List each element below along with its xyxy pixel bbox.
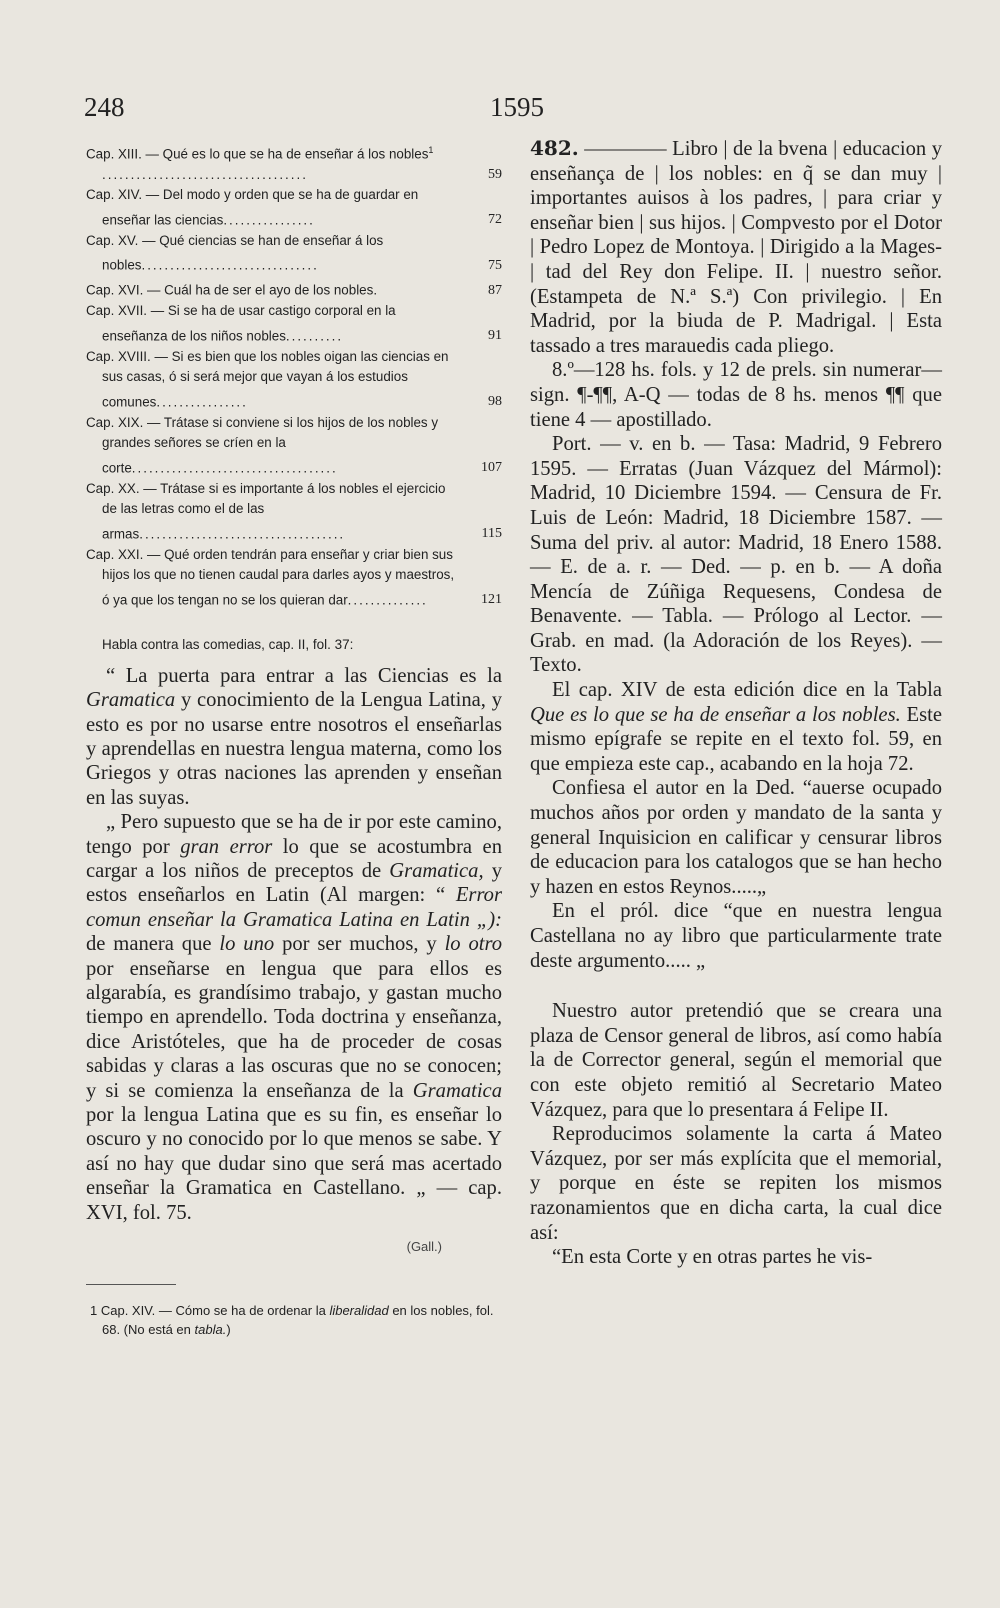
toc-entry-page: 98 [488, 394, 502, 410]
toc-entry-text: Cap. XV. — Qué ciencias se han de enseñar á los nobles............................... [86, 232, 384, 273]
toc-entry-page: 75 [488, 257, 502, 273]
toc-entry-text: Cap. XIX. — Trátase si conviene si los hijos de los nobles y grandes señores se críen en la corte.................................... [86, 414, 439, 476]
toc-entry [86, 231, 502, 276]
entry-note-2: Confiesa el autor en la Ded. “auerse ocupado muchos años por orden y mandato de la santa y general Inquisicion en calificar y censurar libros de educacion para los catalogos que se han hecho y hazen en estos Reynos.....„ [530, 777, 942, 898]
toc-entry-text: Cap. XIII. — Qué es lo que se ha de enseñar á los nobles$^1$ .................................... [86, 145, 434, 182]
quote-paragraph-1: “ La puerta para entrar a las Ciencias es la Gramatica y conocimiento de la Lengua Latina, y esto es por no usarse entre nosotros el enseñarlas y aprendellas en nuestra lengua materna, como los Griegos y otras naciones las aprenden y enseñan en las suyas. [86, 664, 502, 809]
entry-number: 482. [530, 136, 579, 160]
entry-note-4: Nuestro autor pretendió que se creara una plaza de Censor general de libros, así como había la de Corrector general, según el memorial que con este objeto remitió al Secretario Mateo Vázquez, para que lo presentara á Felipe II. [530, 1000, 942, 1121]
toc-entry [86, 276, 502, 301]
toc-entry-page: 115 [481, 526, 502, 542]
toc-entry-text: Cap. XX. — Trátase si es importante á los nobles el ejercicio de las letras como el de las armas.................................... [86, 480, 446, 542]
right-column [530, 136, 942, 1270]
footnote-rule [86, 1284, 176, 1285]
quote-paragraph-2: „ Pero supuesto que se ha de ir por este camino, tengo por gran error lo que se acostumbra en cargar a los niños de preceptos de Gramatica, y estos enseñarlos en Latin (Al margen: “ Error comun enseñar la Gramatica Latina en Latin „): de manera que lo uno por ser muchos, y lo otro por enseñarse en lengua que para ellos es algarabía, es grandísimo trabajo, y gastan mucho tiempo en aprendello. Toda doctrina y enseñanza, dice Aristóteles, que ha de proceder de cosas sabidas y claras a las oscuras que no se conocen; y si se comienza la enseñanza de la Gramatica por la lengua Latina que es su fin, es enseñar lo oscuro y no conocido por lo que menos se sabe. Y así no hay que dudar sino que será mas acertado enseñar la Gramatica en Castellano. „ — cap. XVI, fol. 75. [86, 811, 503, 1224]
toc-entry-page: 91 [488, 328, 502, 344]
toc-entry [86, 347, 502, 413]
attribution: (Gall.) [406, 1239, 442, 1255]
catalog-entry [530, 136, 942, 1270]
toc-entry-text: Cap. XXI. — Qué orden tendrán para enseñar y criar bien sus hijos los que no tienen caudal para darles ayos y maestros, ó ya que los tengan no se los quieran dar.............. [86, 546, 455, 608]
entry-contents: Port. — v. en b. — Tasa: Madrid, 9 Febrero 1595. — Erratas (Juan Vázquez del Mármol): Madrid, 10 Diciembre 1594. — Censura de Fr. Luis de León: Madrid, 18 Diciembre 1587. — Suma del priv. al autor: Madrid, 18 Enero 1588. — E. de a. r. — Ded. — p. en b. — A doña Mencía de Zúñiga Requesens, Condesa de Benavente. — Tabla. — Prólogo al Lector. — Grab. en mad. (la Adoración de los Reyes). — Texto. [530, 433, 942, 677]
toc-entry [86, 413, 502, 479]
page-header [0, 92, 1000, 132]
toc-entry-page: 121 [481, 592, 502, 608]
toc-entry-text: Cap. XIV. — Del modo y orden que se ha de guardar en enseñar las ciencias................ [86, 187, 419, 228]
quote-label: Habla contra las comedias, cap. II, fol. 37: [102, 636, 354, 652]
entry-note-3: En el pról. dice “que en nuestra lengua Castellana no ay libro que particularmente trate deste argumento..... „ [530, 900, 942, 972]
toc-entry-text: Cap. XVII. — Si se ha de usar castigo corporal en la enseñanza de los niños nobles.......... [86, 303, 396, 344]
toc-entry-text: Cap. XVI. — Cuál ha de ser el ayo de los nobles. [86, 282, 378, 298]
toc-entry-page: 87 [488, 282, 502, 298]
toc-entry-page: 107 [481, 460, 502, 476]
toc-entry-text: Cap. XVIII. — Si es bien que los nobles oigan las ciencias en sus casas, ó si será mejor que vayan á los estudios comunes................ [86, 348, 449, 410]
page-year: 1595 [490, 92, 544, 122]
table-of-contents [86, 140, 502, 611]
entry-collation: 8.º—128 hs. fols. y 12 de prels. sin numerar—sign. ¶-¶¶, A-Q — todas de 8 hs. menos ¶¶ que tiene 4 — apostillado. [530, 359, 942, 431]
footnote: 1 Cap. XIV. — Cómo se ha de ordenar la liberalidad en los nobles, fol. 68. (No está en tabla.) [90, 1303, 494, 1338]
entry-note-6: “En esta Corte y en otras partes he vis- [552, 1246, 873, 1269]
toc-entry-page: 59 [488, 166, 502, 182]
toc-entry [86, 545, 502, 611]
quote-text [86, 664, 502, 1225]
toc-entry [86, 479, 502, 545]
entry-note-5: Reproducimos solamente la carta á Mateo Vázquez, por ser más explícita que el memorial, y porque en éste se repiten los mismos razonamientos que en dicha carta, la cual dice así: [530, 1123, 942, 1244]
page-number: 248 [84, 92, 125, 122]
toc-entry [86, 185, 502, 230]
entry-note-1: El cap. XIV de esta edición dice en la Tabla Que es lo que se ha de enseñar a los nobles. Este mismo epígrafe se repite en el texto fol. 59, en que empieza este cap., acabando en la hoja 72. [530, 679, 942, 775]
left-column [86, 140, 502, 1339]
entry-title: 482. ———— Libro | de la bvena | educacion y enseñança de | los nobles: en q̃ se dan muy | importantes auisos à los padres, | para criar y enseñar bien | sus hijos. | Compvesto por el Dotor | Pedro Lopez de Montoya. | Dirigido a la Mages-| tad del Rey don Felipe. II. | nuestro señor. (Estampeta de N.ª S.ª) Con privilegio. | En Madrid, por la biuda de P. Madrigal. | Esta tassado a tres marauedis cada pliego. [530, 136, 942, 357]
toc-entry-page: 72 [488, 212, 502, 228]
toc-entry [86, 301, 502, 346]
toc-entry [86, 140, 502, 185]
